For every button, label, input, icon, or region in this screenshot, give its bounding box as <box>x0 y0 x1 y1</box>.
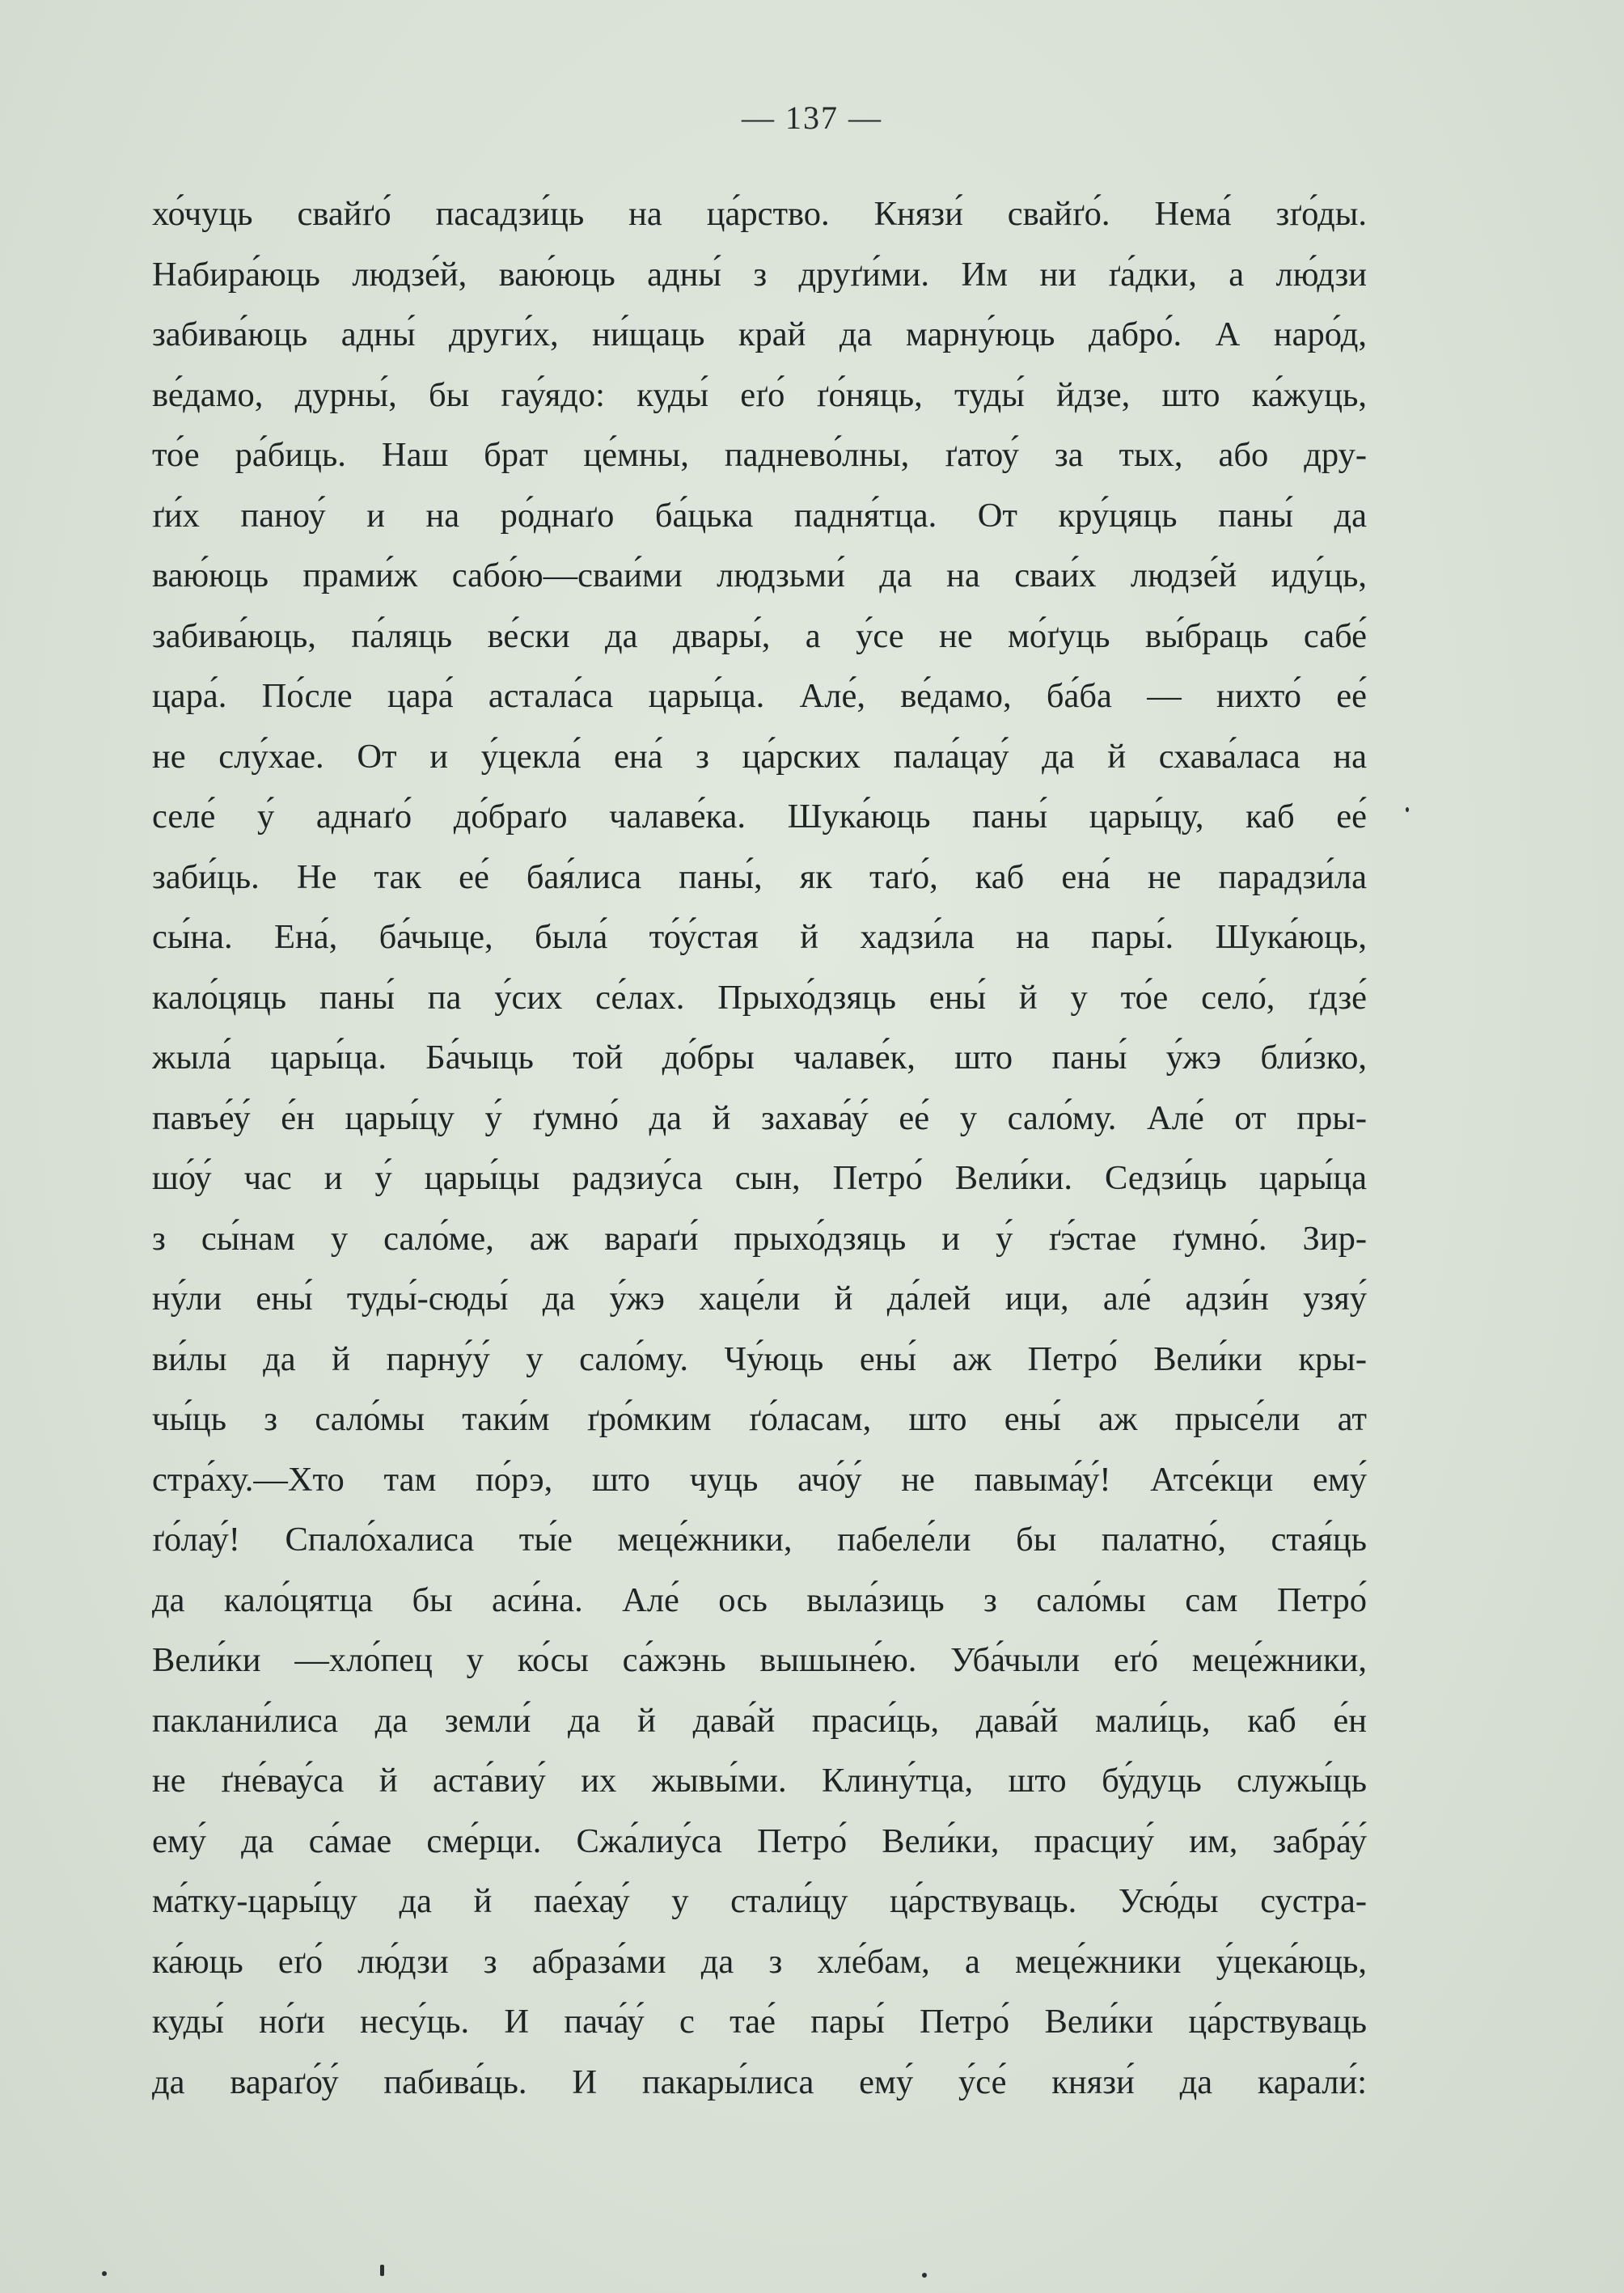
text-line: кало́цяць паны́ па у́сих се́лах. Прыхо́дзяць ены́ й у то́е село́, ґдзе́ <box>152 978 1367 1017</box>
text-line: ну́ли ены́ туды́-сюды́ да у́жэ хаце́ли й да́лей ици, але́ адзи́н узяу́ <box>152 1280 1367 1318</box>
paper-speck <box>102 2271 107 2276</box>
text-line: шо́у́ час и у́ цары́цы радзиу́са сын, Петро́ Вели́ки. Седзи́ць цары́ца <box>152 1159 1367 1197</box>
text-line: селе́ у́ аднаґо́ до́браґо чалаве́ка. Шука́юць паны́ цары́цу, каб ее́ <box>152 797 1367 836</box>
text-line: ма́тку-цары́цу да й пае́хау́ у стали́цу ца́рствуваць. Усю́ды сустра- <box>152 1882 1367 1920</box>
text-line: хо́чуць свайґо́ пасадзи́ць на ца́рство. Князи́ свайґо́. Нема́ зґо́ды. <box>152 195 1367 233</box>
text-line: да вараґо́у́ пабива́ць. И пакары́лиса ему́ у́се́ князи́ да карали́: <box>152 2062 1367 2101</box>
text-line: ка́юць еґо́ лю́дзи з абраза́ми да з хле́бам, а меце́жники у́цека́юць, <box>152 1942 1367 1981</box>
text-line: куды́ но́ґи несу́ць. И пача́у́ с тае́ пары́ Петро́ Вели́ки ца́рствуваць <box>152 2003 1367 2041</box>
text-line: да кало́цятца бы аси́на. Але́ ось выла́зиць з сало́мы сам Петро́ <box>152 1580 1367 1619</box>
body-text <box>152 184 1367 2113</box>
paper-speck <box>922 2273 927 2278</box>
text-line: ґи́х паноу́ и на ро́днаґо ба́цька падня́тца. От кру́цяць паны́ да <box>152 496 1367 535</box>
text-line: Набира́юць людзе́й, ваю́юць адны́ з друґи́ми. Им ни ґа́дки, а лю́дзи <box>152 255 1367 294</box>
text-line: забива́юць, па́ляць ве́ски да двары́, а у́се не мо́ґуць вы́браць сабе́ <box>152 616 1367 655</box>
paper-speck <box>1406 807 1409 812</box>
text-line: то́е ра́биць. Наш брат це́мны, паднево́лны, ґатоу́ за тых, або дру- <box>152 436 1367 474</box>
text-line: забива́юць адны́ други́х, ни́щаць край да марну́юць дабро́. А наро́д, <box>152 315 1367 353</box>
text-line: цара́. По́сле цара́ астала́са цары́ца. Але́, ве́дамо, ба́ба — нихто́ ее́ <box>152 677 1367 715</box>
text-line: жыла́ цары́ца. Ба́чыць той до́бры чалаве́к, што паны́ у́жэ бли́зко, <box>152 1039 1367 1077</box>
text-line: паклани́лиса да земли́ да й дава́й праси́ць, дава́й мали́ць, каб е́н <box>152 1701 1367 1740</box>
text-line: стра́ху.—Хто там по́рэ, што чуць ачо́у́ не павыма́у́! Атсе́кци ему́ <box>152 1460 1367 1499</box>
text-line: ваю́юць прами́ж сабо́ю—сваи́ми людзьми́ да на сваи́х людзе́й иду́ць, <box>152 556 1367 594</box>
paper-speck <box>380 2265 384 2276</box>
text-line: з сы́нам у сало́ме, аж вараґи́ прыхо́дзяць и у́ ґэ́стае ґумно́. Зир- <box>152 1219 1367 1258</box>
text-line: не ґне́вау́са й аста́виу́ их жывы́ми. Клину́тца, што бу́дуць служы́ць <box>152 1762 1367 1800</box>
text-line: сы́на. Ена́, ба́чыце, была́ то́у́стая й хадзи́ла на пары́. Шука́юць, <box>152 918 1367 956</box>
text-line: не слу́хае. От и у́цекла́ ена́ з ца́рских пала́цау́ да й схава́ласа на <box>152 737 1367 776</box>
page-number: — 137 — <box>742 99 882 136</box>
text-line: чы́ць з сало́мы таки́м ґро́мким ґо́ласам, што ены́ аж прысе́ли ат <box>152 1400 1367 1438</box>
text-line: ви́лы да й парну́у́ у сало́му. Чу́юць ены́ аж Петро́ Вели́ки кры- <box>152 1339 1367 1378</box>
text-line: заби́ць. Не так ее́ бая́лиса паны́, як таґо́, каб ена́ не парадзи́ла <box>152 857 1367 896</box>
text-line: ґо́лау́! Спало́халиса ты́е меце́жники, пабеле́ли бы палатно́, стая́ць <box>152 1521 1367 1559</box>
text-line: Вели́ки —хло́пец у ко́сы са́жэнь вышыне́ю. Уба́чыли еґо́ меце́жники, <box>152 1641 1367 1679</box>
text-line: ве́дамо, дурны́, бы гау́ядо: куды́ еґо́ ґо́няць, туды́ йдзе, што ка́жуць, <box>152 375 1367 414</box>
text-line: павъе́у́ е́н цары́цу у́ ґумно́ да й захава́у́ ее́ у сало́му. Але́ от пры- <box>152 1098 1367 1137</box>
text-line: ему́ да са́мае сме́рци. Сжа́лиу́са Петро́ Вели́ки, прасциу́ им, забра́у́ <box>152 1821 1367 1860</box>
